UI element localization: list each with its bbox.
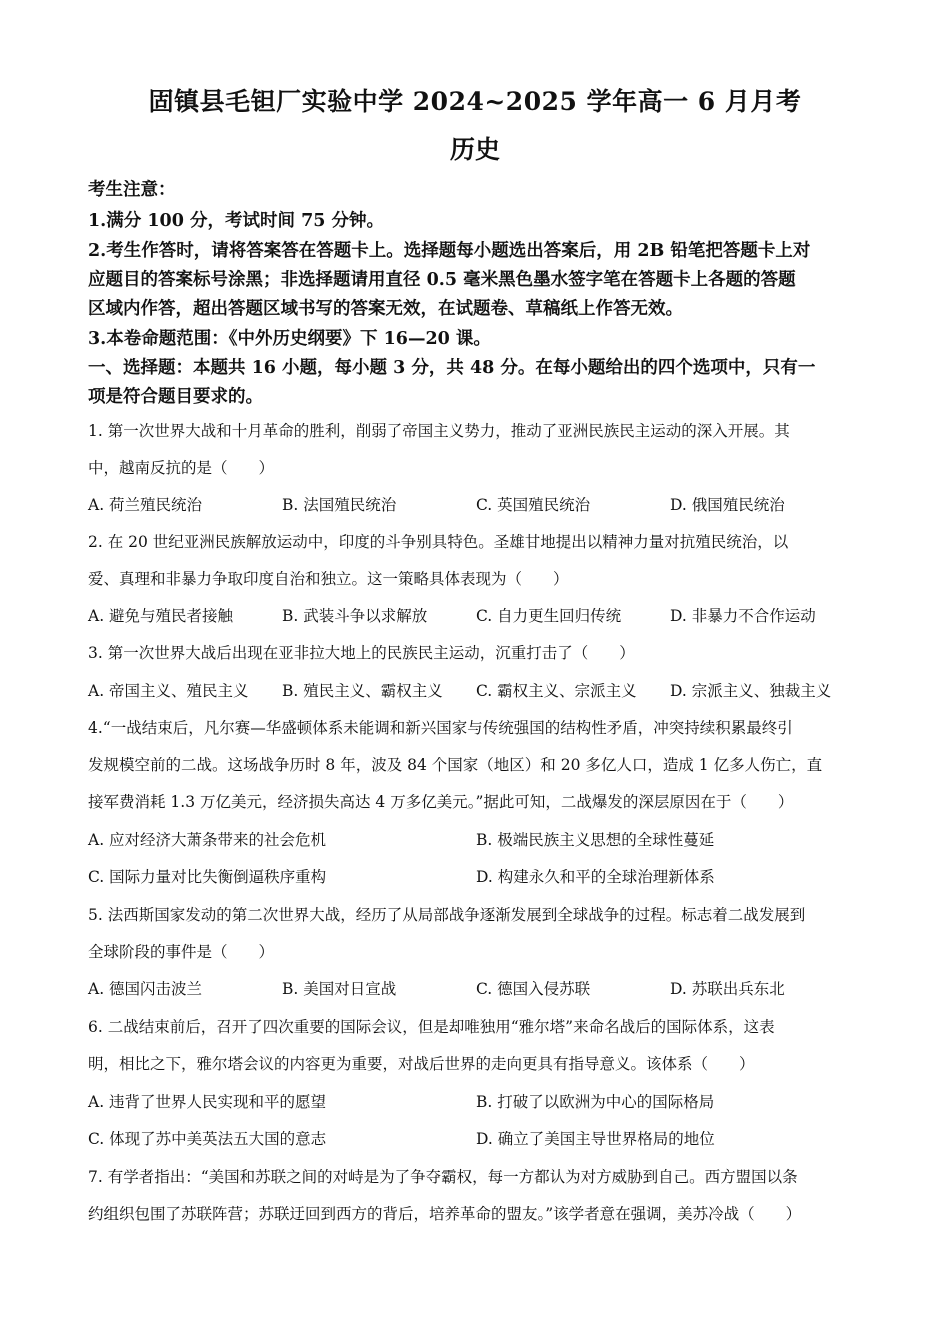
question-5-option-d[interactable]: D. 苏联出兵东北	[670, 980, 785, 998]
question-5-option-b[interactable]: B. 美国对日宣战	[282, 980, 397, 998]
question-7-line-1: 7. 有学者指出：“美国和苏联之间的对峙是为了争夺霸权，每一方都认为对方威胁到自己。西方盟国以条	[88, 1168, 798, 1186]
question-2-line-1: 2. 在 20 世纪亚洲民族解放运动中，印度的斗争别具特色。圣雄甘地提出以精神力量对抗殖民统治，以	[88, 533, 789, 551]
question-6-line-1: 6. 二战结束前后，召开了四次重要的国际会议，但是却唯独用“雅尔塔”来命名战后的国际体系，这表	[88, 1018, 775, 1036]
question-1-option-d[interactable]: D. 俄国殖民统治	[670, 496, 785, 514]
question-3-option-a[interactable]: A. 帝国主义、殖民主义	[88, 682, 249, 700]
question-4-option-b[interactable]: B. 极端民族主义思想的全球性蔓延	[476, 831, 715, 849]
question-1-line-1: 1. 第一次世界大战和十月革命的胜利，削弱了帝国主义势力，推动了亚洲民族民主运动的深入开展。其	[88, 422, 790, 440]
question-4-option-d[interactable]: D. 构建永久和平的全球治理新体系	[476, 868, 715, 886]
question-4-option-a[interactable]: A. 应对经济大萧条带来的社会危机	[88, 831, 327, 849]
notice-line-2a: 2.考生作答时，请将答案答在答题卡上。选择题每小题选出答案后，用 2B 铅笔把答题卡上对	[88, 241, 811, 261]
question-3-option-c[interactable]: C. 霸权主义、宗派主义	[476, 682, 637, 700]
question-6-line-2: 明，相比之下，雅尔塔会议的内容更为重要，对战后世界的走向更具有指导意义。该体系（ ）	[88, 1055, 755, 1073]
section-heading-a: 一、选择题：本题共 16 小题，每小题 3 分，共 48 分。在每小题给出的四个选项中，只有一	[88, 358, 816, 378]
question-4-line-1: 4.“一战结束后，凡尔赛—华盛顿体系未能调和新兴国家与传统强国的结构性矛盾，冲突持续积累最终引	[88, 719, 793, 737]
question-1-option-c[interactable]: C. 英国殖民统治	[476, 496, 591, 514]
question-4-line-2: 发规模空前的二战。这场战争历时 8 年，波及 84 个国家（地区）和 20 多亿人口，造成 1 亿多人伤亡，直	[88, 756, 823, 774]
question-6-option-d[interactable]: D. 确立了美国主导世界格局的地位	[476, 1130, 715, 1148]
question-2-line-2: 爱、真理和非暴力争取印度自治和独立。这一策略具体表现为（ ）	[88, 570, 569, 588]
question-6-option-c[interactable]: C. 体现了苏中美英法五大国的意志	[88, 1130, 327, 1148]
exam-title: 固镇县毛钽厂实验中学 2024~2025 学年高一 6 月月考	[148, 87, 802, 116]
notice-line-2c: 区域内作答，超出答题区域书写的答案无效，在试题卷、草稿纸上作答无效。	[88, 299, 683, 319]
notice-line-2b: 应题目的答案标号涂黑；非选择题请用直径 0.5 毫米黑色墨水签字笔在答题卡上各题的答题	[88, 270, 796, 290]
question-5-option-a[interactable]: A. 德国闪击波兰	[88, 980, 203, 998]
question-5-line-1: 5. 法西斯国家发动的第二次世界大战，经历了从局部战争逐渐发展到全球战争的过程。标志着二战发展到	[88, 906, 806, 924]
question-2-option-b[interactable]: B. 武装斗争以求解放	[282, 607, 428, 625]
question-3-line-1: 3. 第一次世界大战后出现在亚非拉大地上的民族民主运动，沉重打击了（ ）	[88, 644, 635, 662]
question-5-option-c[interactable]: C. 德国入侵苏联	[476, 980, 591, 998]
question-1-option-a[interactable]: A. 荷兰殖民统治	[88, 496, 203, 514]
question-2-option-c[interactable]: C. 自力更生回归传统	[476, 607, 622, 625]
question-4-line-3: 接军费消耗 1.3 万亿美元，经济损失高达 4 万多亿美元。”据此可知，二战爆发的深层原因在于（ ）	[88, 793, 794, 811]
question-4-option-c[interactable]: C. 国际力量对比失衡倒逼秩序重构	[88, 868, 327, 886]
notice-line-1: 1.满分 100 分，考试时间 75 分钟。	[88, 211, 385, 231]
question-3-option-b[interactable]: B. 殖民主义、霸权主义	[282, 682, 443, 700]
notice-heading: 考生注意：	[88, 180, 176, 200]
question-3-option-d[interactable]: D. 宗派主义、独裁主义	[670, 682, 832, 700]
question-2-option-a[interactable]: A. 避免与殖民者接触	[88, 607, 234, 625]
section-heading-b: 项是符合题目要求的。	[88, 387, 263, 407]
question-5-line-2: 全球阶段的事件是（ ）	[88, 943, 275, 961]
question-1-option-b[interactable]: B. 法国殖民统治	[282, 496, 397, 514]
question-6-option-b[interactable]: B. 打破了以欧洲为中心的国际格局	[476, 1093, 715, 1111]
question-7-line-2: 约组织包围了苏联阵营；苏联迂回到西方的背后，培养革命的盟友。”该学者意在强调，美苏冷战（ ）	[88, 1205, 802, 1223]
question-6-option-a[interactable]: A. 违背了世界人民实现和平的愿望	[88, 1093, 327, 1111]
notice-line-3: 3.本卷命题范围：《中外历史纲要》下 16—20 课。	[88, 329, 491, 349]
question-1-line-2: 中，越南反抗的是（ ）	[88, 459, 275, 477]
question-2-option-d[interactable]: D. 非暴力不合作运动	[670, 607, 816, 625]
subject-title: 历史	[449, 135, 500, 164]
